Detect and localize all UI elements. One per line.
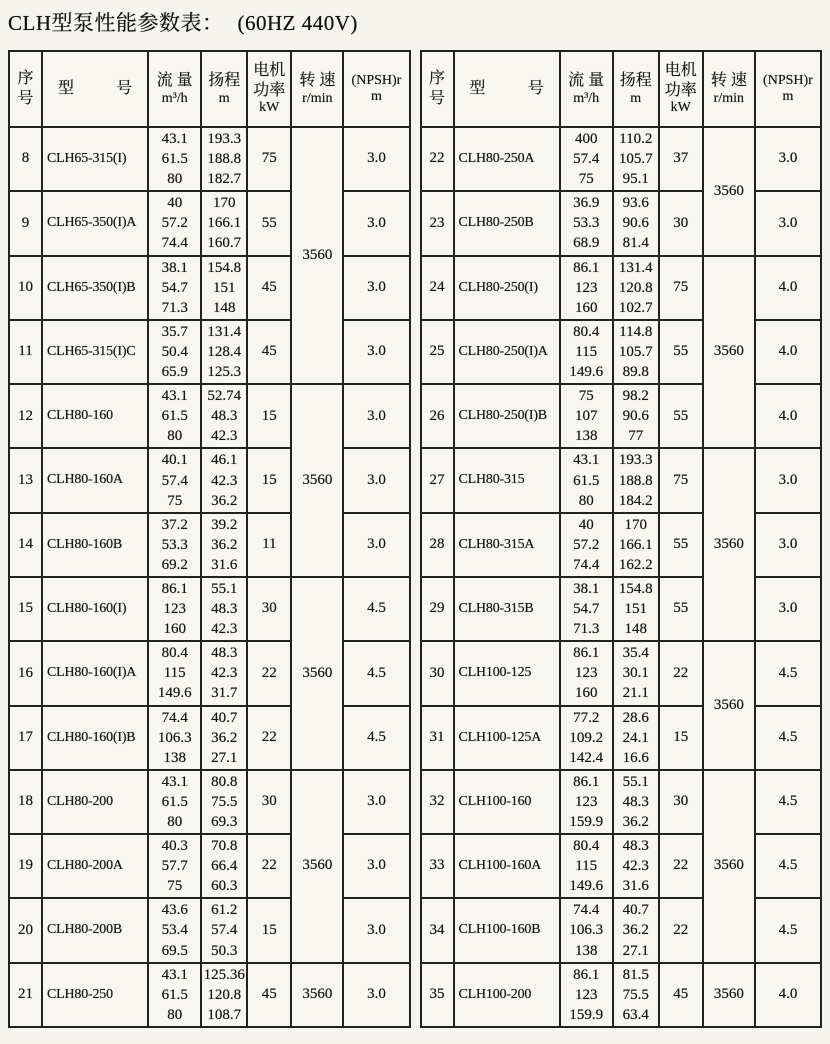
header-speed xyxy=(291,51,343,127)
row-number-cell: 24 xyxy=(421,256,454,320)
flow-values-cell: 80.4 115 149.6 xyxy=(560,320,613,384)
head-values-cell: 154.8 151 148 xyxy=(613,577,659,641)
model-cell: CLH80-160(I)A xyxy=(42,641,148,705)
npsh-cell: 3.0 xyxy=(755,127,821,191)
page-title-voltage: (60HZ 440V) xyxy=(237,11,358,35)
flow-values-cell: 86.1 123 159.9 xyxy=(560,770,613,834)
power-cell: 45 xyxy=(247,320,291,384)
header-power-unit: kW xyxy=(259,100,280,116)
model-cell: CLH80-250A xyxy=(454,127,560,191)
flow-values-cell: 86.1 123 160 xyxy=(560,256,613,320)
power-cell: 45 xyxy=(247,963,291,1027)
model-cell: CLH65-315(I) xyxy=(42,127,148,191)
header-power-line2: 功率 xyxy=(664,81,697,99)
header-power xyxy=(659,51,703,127)
header-model-label: 型 号 xyxy=(57,80,133,98)
head-values-cell: 170 166.1 160.7 xyxy=(201,191,247,255)
header-speed-unit: r/min xyxy=(713,90,745,106)
table-row xyxy=(9,641,410,705)
row-number-cell: 23 xyxy=(421,191,454,255)
npsh-cell: 4.5 xyxy=(343,577,409,641)
flow-values-cell: 74.4 106.3 138 xyxy=(148,706,201,770)
table-row xyxy=(421,706,822,770)
header-npsh-unit: m xyxy=(370,89,382,104)
header-flow xyxy=(560,51,613,127)
head-values-cell: 40.7 36.2 27.1 xyxy=(201,706,247,770)
npsh-cell: 3.0 xyxy=(755,448,821,512)
header-index xyxy=(9,51,42,127)
flow-values-cell: 43.1 61.5 80 xyxy=(148,127,201,191)
table-row xyxy=(421,770,822,834)
head-values-cell: 40.7 36.2 27.1 xyxy=(613,898,659,962)
model-cell: CLH80-160(I) xyxy=(42,577,148,641)
row-number-cell: 15 xyxy=(9,577,42,641)
head-values-cell: 93.6 90.6 81.4 xyxy=(613,191,659,255)
flow-values-cell: 38.1 54.7 71.3 xyxy=(148,256,201,320)
header-npsh-unit: m xyxy=(782,89,794,104)
header-power-line2: 功率 xyxy=(253,81,286,99)
header-row xyxy=(9,51,410,127)
power-cell: 30 xyxy=(247,770,291,834)
model-cell: CLH80-200 xyxy=(42,770,148,834)
pump-params-table-right xyxy=(420,50,823,1028)
model-cell: CLH80-160B xyxy=(42,513,148,577)
row-number-cell: 28 xyxy=(421,513,454,577)
header-flow-unit: m³/h xyxy=(573,90,600,106)
table-row xyxy=(9,191,410,255)
model-cell: CLH80-315B xyxy=(454,577,560,641)
flow-values-cell: 40.3 57.7 75 xyxy=(148,834,201,898)
model-cell: CLH80-200B xyxy=(42,898,148,962)
speed-cell: 3560 xyxy=(703,770,755,963)
npsh-cell: 4.5 xyxy=(755,706,821,770)
model-cell: CLH100-160A xyxy=(454,834,560,898)
head-values-cell: 28.6 24.1 16.6 xyxy=(613,706,659,770)
table-body-left xyxy=(9,127,410,1027)
head-values-cell: 114.8 105.7 89.8 xyxy=(613,320,659,384)
row-number-cell: 32 xyxy=(421,770,454,834)
head-values-cell: 110.2 105.7 95.1 xyxy=(613,127,659,191)
header-power xyxy=(247,51,291,127)
flow-values-cell: 86.1 123 159.9 xyxy=(560,963,613,1027)
row-number-cell: 31 xyxy=(421,706,454,770)
table-row xyxy=(421,898,822,962)
table-row xyxy=(9,256,410,320)
table-row xyxy=(9,577,410,641)
speed-cell: 3560 xyxy=(291,384,343,577)
power-cell: 15 xyxy=(247,384,291,448)
head-values-cell: 131.4 120.8 102.7 xyxy=(613,256,659,320)
page-title-main: CLH型泵性能参数表： xyxy=(8,11,224,35)
model-cell: CLH80-160A xyxy=(42,448,148,512)
row-number-cell: 20 xyxy=(9,898,42,962)
header-power-unit: kW xyxy=(670,100,691,116)
flow-values-cell: 40 57.2 74.4 xyxy=(148,191,201,255)
flow-values-cell: 36.9 53.3 68.9 xyxy=(560,191,613,255)
power-cell: 75 xyxy=(659,256,703,320)
power-cell: 15 xyxy=(247,448,291,512)
header-index-line2: 号 xyxy=(17,90,34,107)
table-row xyxy=(421,256,822,320)
speed-cell: 3560 xyxy=(703,963,755,1027)
header-npsh-label: (NPSH)r xyxy=(763,72,813,88)
row-number-cell: 14 xyxy=(9,513,42,577)
model-cell: CLH80-315 xyxy=(454,448,560,512)
power-cell: 30 xyxy=(247,577,291,641)
power-cell: 11 xyxy=(247,513,291,577)
flow-values-cell: 43.6 53.4 69.5 xyxy=(148,898,201,962)
table-header xyxy=(421,51,822,127)
row-number-cell: 35 xyxy=(421,963,454,1027)
table-row xyxy=(9,898,410,962)
npsh-cell: 3.0 xyxy=(755,191,821,255)
row-number-cell: 10 xyxy=(9,256,42,320)
model-cell: CLH80-250(I)A xyxy=(454,320,560,384)
header-head xyxy=(201,51,247,127)
power-cell: 55 xyxy=(247,191,291,255)
speed-cell: 3560 xyxy=(291,770,343,963)
flow-values-cell: 38.1 54.7 71.3 xyxy=(560,577,613,641)
row-number-cell: 22 xyxy=(421,127,454,191)
speed-cell: 3560 xyxy=(703,641,755,770)
flow-values-cell: 43.1 61.5 80 xyxy=(148,963,201,1027)
head-values-cell: 98.2 90.6 77 xyxy=(613,384,659,448)
model-cell: CLH65-350(I)A xyxy=(42,191,148,255)
row-number-cell: 18 xyxy=(9,770,42,834)
pump-params-table-left xyxy=(8,50,411,1028)
row-number-cell: 27 xyxy=(421,448,454,512)
flow-values-cell: 80.4 115 149.6 xyxy=(560,834,613,898)
header-npsh xyxy=(343,51,409,127)
header-index-line1: 序 xyxy=(17,70,34,88)
flow-values-cell: 40.1 57.4 75 xyxy=(148,448,201,512)
flow-values-cell: 43.1 61.5 80 xyxy=(560,448,613,512)
header-head-label: 扬程 xyxy=(208,72,241,90)
table-row xyxy=(9,384,410,448)
model-cell: CLH100-125 xyxy=(454,641,560,705)
speed-cell: 3560 xyxy=(703,256,755,449)
flow-values-cell: 35.7 50.4 65.9 xyxy=(148,320,201,384)
header-index-line1: 序 xyxy=(429,70,446,88)
model-cell: CLH80-250(I)B xyxy=(454,384,560,448)
npsh-cell: 3.0 xyxy=(343,320,409,384)
head-values-cell: 48.3 42.3 31.7 xyxy=(201,641,247,705)
header-model xyxy=(454,51,560,127)
row-number-cell: 9 xyxy=(9,191,42,255)
row-number-cell: 29 xyxy=(421,577,454,641)
power-cell: 55 xyxy=(659,577,703,641)
header-model xyxy=(42,51,148,127)
header-head-label: 扬程 xyxy=(619,72,652,90)
speed-cell: 3560 xyxy=(291,577,343,770)
header-head xyxy=(613,51,659,127)
head-values-cell: 35.4 30.1 21.1 xyxy=(613,641,659,705)
head-values-cell: 193.3 188.8 182.7 xyxy=(201,127,247,191)
head-values-cell: 70.8 66.4 60.3 xyxy=(201,834,247,898)
npsh-cell: 3.0 xyxy=(343,256,409,320)
model-cell: CLH100-160 xyxy=(454,770,560,834)
flow-values-cell: 40 57.2 74.4 xyxy=(560,513,613,577)
head-values-cell: 131.4 128.4 125.3 xyxy=(201,320,247,384)
row-number-cell: 11 xyxy=(9,320,42,384)
table-header xyxy=(9,51,410,127)
header-index-line2: 号 xyxy=(429,90,446,107)
header-speed xyxy=(703,51,755,127)
table-row xyxy=(421,577,822,641)
npsh-cell: 3.0 xyxy=(755,577,821,641)
header-speed-unit: r/min xyxy=(302,90,333,106)
head-values-cell: 48.3 42.3 31.6 xyxy=(613,834,659,898)
npsh-cell: 3.0 xyxy=(343,963,409,1027)
header-npsh xyxy=(755,51,821,127)
power-cell: 75 xyxy=(659,448,703,512)
npsh-cell: 4.5 xyxy=(755,641,821,705)
npsh-cell: 4.5 xyxy=(755,770,821,834)
row-number-cell: 12 xyxy=(9,384,42,448)
tables-container xyxy=(8,50,822,1028)
npsh-cell: 4.0 xyxy=(755,384,821,448)
power-cell: 22 xyxy=(659,898,703,962)
flow-values-cell: 37.2 53.3 69.2 xyxy=(148,513,201,577)
speed-cell: 3560 xyxy=(291,963,343,1027)
header-flow-label: 流 量 xyxy=(156,72,193,90)
flow-values-cell: 43.1 61.5 80 xyxy=(148,770,201,834)
header-index xyxy=(421,51,454,127)
npsh-cell: 3.0 xyxy=(343,513,409,577)
table-row xyxy=(421,513,822,577)
table-row xyxy=(421,191,822,255)
head-values-cell: 193.3 188.8 184.2 xyxy=(613,448,659,512)
head-values-cell: 55.1 48.3 36.2 xyxy=(613,770,659,834)
table-row xyxy=(421,448,822,512)
head-values-cell: 81.5 75.5 63.4 xyxy=(613,963,659,1027)
head-values-cell: 154.8 151 148 xyxy=(201,256,247,320)
table-row xyxy=(421,384,822,448)
power-cell: 30 xyxy=(659,770,703,834)
speed-cell: 3560 xyxy=(703,448,755,641)
head-values-cell: 170 166.1 162.2 xyxy=(613,513,659,577)
flow-values-cell: 74.4 106.3 138 xyxy=(560,898,613,962)
npsh-cell: 4.5 xyxy=(343,706,409,770)
npsh-cell: 3.0 xyxy=(343,448,409,512)
row-number-cell: 26 xyxy=(421,384,454,448)
table-row xyxy=(9,320,410,384)
npsh-cell: 3.0 xyxy=(755,513,821,577)
header-flow xyxy=(148,51,201,127)
model-cell: CLH100-160B xyxy=(454,898,560,962)
head-values-cell: 46.1 42.3 36.2 xyxy=(201,448,247,512)
header-model-label: 型 号 xyxy=(469,80,544,98)
head-values-cell: 61.2 57.4 50.3 xyxy=(201,898,247,962)
flow-values-cell: 86.1 123 160 xyxy=(560,641,613,705)
power-cell: 55 xyxy=(659,384,703,448)
table-row xyxy=(421,127,822,191)
model-cell: CLH80-160 xyxy=(42,384,148,448)
header-speed-label: 转 速 xyxy=(299,72,336,90)
npsh-cell: 4.0 xyxy=(755,963,821,1027)
table-row xyxy=(9,834,410,898)
npsh-cell: 3.0 xyxy=(343,191,409,255)
row-number-cell: 8 xyxy=(9,127,42,191)
header-row xyxy=(421,51,822,127)
table-row xyxy=(421,963,822,1027)
npsh-cell: 4.0 xyxy=(755,320,821,384)
model-cell: CLH80-315A xyxy=(454,513,560,577)
header-head-unit: m xyxy=(630,90,642,106)
row-number-cell: 13 xyxy=(9,448,42,512)
table-row xyxy=(421,641,822,705)
model-cell: CLH80-200A xyxy=(42,834,148,898)
table-row xyxy=(421,320,822,384)
header-power-line1: 电机 xyxy=(664,62,697,80)
power-cell: 22 xyxy=(659,834,703,898)
power-cell: 55 xyxy=(659,320,703,384)
power-cell: 75 xyxy=(247,127,291,191)
model-cell: CLH100-200 xyxy=(454,963,560,1027)
header-flow-label: 流 量 xyxy=(568,72,605,90)
flow-values-cell: 80.4 115 149.6 xyxy=(148,641,201,705)
npsh-cell: 3.0 xyxy=(343,898,409,962)
table-row xyxy=(9,127,410,191)
model-cell: CLH65-350(I)B xyxy=(42,256,148,320)
head-values-cell: 80.8 75.5 69.3 xyxy=(201,770,247,834)
flow-values-cell: 77.2 109.2 142.4 xyxy=(560,706,613,770)
power-cell: 22 xyxy=(659,641,703,705)
row-number-cell: 30 xyxy=(421,641,454,705)
flow-values-cell: 86.1 123 160 xyxy=(148,577,201,641)
speed-cell: 3560 xyxy=(703,127,755,256)
power-cell: 45 xyxy=(247,256,291,320)
power-cell: 15 xyxy=(659,706,703,770)
npsh-cell: 4.5 xyxy=(343,641,409,705)
power-cell: 15 xyxy=(247,898,291,962)
power-cell: 22 xyxy=(247,706,291,770)
row-number-cell: 33 xyxy=(421,834,454,898)
power-cell: 22 xyxy=(247,641,291,705)
table-row xyxy=(421,834,822,898)
npsh-cell: 3.0 xyxy=(343,384,409,448)
model-cell: CLH80-250(I) xyxy=(454,256,560,320)
model-cell: CLH80-160(I)B xyxy=(42,706,148,770)
header-npsh-label: (NPSH)r xyxy=(351,72,402,88)
npsh-cell: 4.0 xyxy=(755,256,821,320)
npsh-cell: 4.5 xyxy=(755,898,821,962)
model-cell: CLH100-125A xyxy=(454,706,560,770)
header-power-line1: 电机 xyxy=(253,62,286,80)
speed-cell: 3560 xyxy=(291,127,343,384)
npsh-cell: 4.5 xyxy=(755,834,821,898)
head-values-cell: 52.74 48.3 42.3 xyxy=(201,384,247,448)
header-flow-unit: m³/h xyxy=(161,90,188,106)
row-number-cell: 34 xyxy=(421,898,454,962)
row-number-cell: 25 xyxy=(421,320,454,384)
row-number-cell: 19 xyxy=(9,834,42,898)
power-cell: 55 xyxy=(659,513,703,577)
table-row xyxy=(9,706,410,770)
power-cell: 22 xyxy=(247,834,291,898)
flow-values-cell: 43.1 61.5 80 xyxy=(148,384,201,448)
header-head-unit: m xyxy=(218,90,230,106)
flow-values-cell: 400 57.4 75 xyxy=(560,127,613,191)
table-row xyxy=(9,770,410,834)
head-values-cell: 55.1 48.3 42.3 xyxy=(201,577,247,641)
power-cell: 30 xyxy=(659,191,703,255)
table-row xyxy=(9,448,410,512)
flow-values-cell: 75 107 138 xyxy=(560,384,613,448)
npsh-cell: 3.0 xyxy=(343,770,409,834)
head-values-cell: 39.2 36.2 31.6 xyxy=(201,513,247,577)
npsh-cell: 3.0 xyxy=(343,834,409,898)
row-number-cell: 16 xyxy=(9,641,42,705)
npsh-cell: 3.0 xyxy=(343,127,409,191)
power-cell: 45 xyxy=(659,963,703,1027)
row-number-cell: 17 xyxy=(9,706,42,770)
page-title xyxy=(8,7,822,37)
head-values-cell: 125.36 120.8 108.7 xyxy=(201,963,247,1027)
table-body-right xyxy=(421,127,822,1027)
model-cell: CLH80-250 xyxy=(42,963,148,1027)
table-row xyxy=(9,963,410,1027)
header-speed-label: 转 速 xyxy=(710,72,747,90)
model-cell: CLH80-250B xyxy=(454,191,560,255)
row-number-cell: 21 xyxy=(9,963,42,1027)
power-cell: 37 xyxy=(659,127,703,191)
table-row xyxy=(9,513,410,577)
model-cell: CLH65-315(I)C xyxy=(42,320,148,384)
